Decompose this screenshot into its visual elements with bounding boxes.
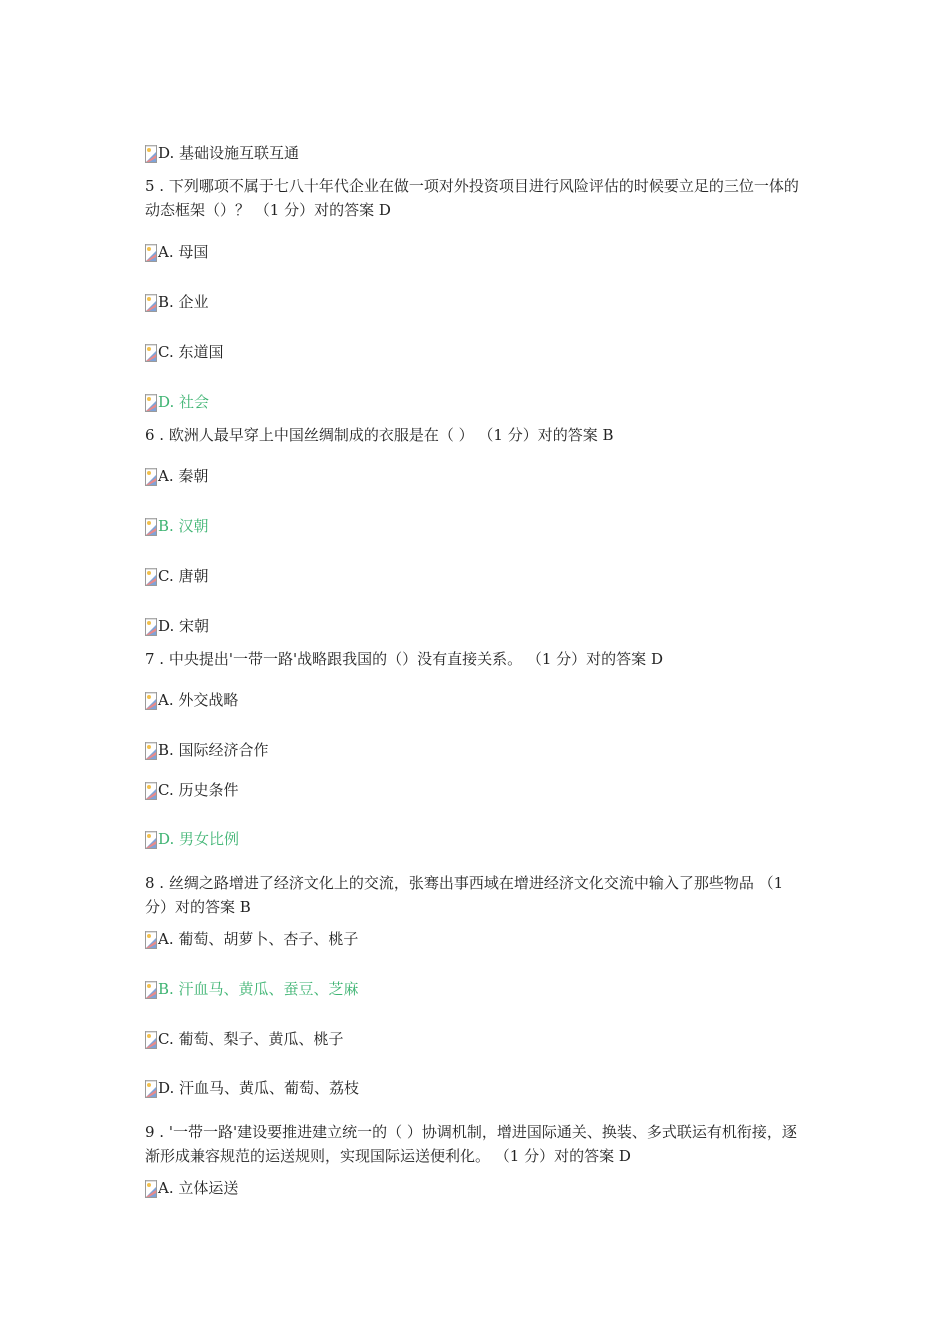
option-text: A. 母国 <box>158 243 209 261</box>
broken-image-icon <box>145 145 157 163</box>
broken-image-icon <box>145 782 157 800</box>
broken-image-icon <box>145 618 157 636</box>
broken-image-icon <box>145 244 157 262</box>
broken-image-icon <box>145 692 157 710</box>
option-row <box>145 1176 810 1200</box>
option-row <box>145 614 810 638</box>
option-text: C. 历史条件 <box>158 781 239 799</box>
broken-image-icon <box>145 1031 157 1049</box>
option-row <box>145 564 810 588</box>
option-text: A. 立体运送 <box>158 1179 239 1197</box>
question-text: 6 . 欧洲人最早穿上中国丝绸制成的衣服是在（ ） （1 分）对的答案 B <box>145 426 614 444</box>
broken-image-icon <box>145 344 157 362</box>
option-text: C. 葡萄、梨子、黄瓜、桃子 <box>158 1030 344 1048</box>
option-text: D. 基础设施互联互通 <box>158 144 300 162</box>
broken-image-icon <box>145 1080 157 1098</box>
option-text: A. 秦朝 <box>158 467 209 485</box>
broken-image-icon <box>145 394 157 412</box>
question-text: 5 . 下列哪项不属于七八十年代企业在做一项对外投资项目进行风险评估的时候要立足的三位一体的动态框架（）？ （1 分）对的答案 D <box>145 177 799 219</box>
option-text: D. 汗血马、黄瓜、葡萄、荔枝 <box>158 1079 360 1097</box>
option-row <box>145 290 810 314</box>
option-text: B. 汗血马、黄瓜、蚕豆、芝麻 <box>158 980 359 998</box>
broken-image-icon <box>145 981 157 999</box>
broken-image-icon <box>145 1180 157 1198</box>
option-text: C. 东道国 <box>158 343 224 361</box>
question-text: 7 . 中央提出'一带一路'战略跟我国的（）没有直接关系。 （1 分）对的答案 D <box>145 650 663 668</box>
question-text: 9 . '一带一路'建设要推进建立统一的（ ）协调机制，增进国际通关、换装、多式联运有机衔接，逐渐形成兼容规范的运送规则，实现国际运送便利化。 （1 分）对的答案 D <box>145 1123 797 1165</box>
option-row <box>145 240 810 264</box>
option-text: D. 男女比例 <box>158 830 240 848</box>
option-row <box>145 1076 810 1100</box>
broken-image-icon <box>145 518 157 536</box>
broken-image-icon <box>145 742 157 760</box>
option-row <box>145 141 810 165</box>
option-row-correct <box>145 390 810 414</box>
question-text: 8 . 丝绸之路增进了经济文化上的交流，张骞出事西域在增进经济文化交流中输入了那些物品 （1 分）对的答案 B <box>145 874 784 916</box>
broken-image-icon <box>145 831 157 849</box>
broken-image-icon <box>145 931 157 949</box>
option-row <box>145 738 810 762</box>
option-row <box>145 778 810 802</box>
option-text: D. 社会 <box>158 393 210 411</box>
option-text: A. 外交战略 <box>158 691 239 709</box>
option-row <box>145 688 810 712</box>
option-text: B. 国际经济合作 <box>158 741 269 759</box>
broken-image-icon <box>145 568 157 586</box>
option-text: A. 葡萄、胡萝卜、杏子、桃子 <box>158 930 359 948</box>
broken-image-icon <box>145 294 157 312</box>
option-text: B. 企业 <box>158 293 209 311</box>
broken-image-icon <box>145 468 157 486</box>
option-row-correct <box>145 827 810 851</box>
option-row <box>145 927 810 951</box>
option-row-correct <box>145 977 810 1001</box>
option-row-correct <box>145 514 810 538</box>
option-text: C. 唐朝 <box>158 567 209 585</box>
option-row <box>145 464 810 488</box>
option-text: D. 宋朝 <box>158 617 210 635</box>
option-text: B. 汉朝 <box>158 517 209 535</box>
option-row <box>145 1027 810 1051</box>
option-row <box>145 340 810 364</box>
